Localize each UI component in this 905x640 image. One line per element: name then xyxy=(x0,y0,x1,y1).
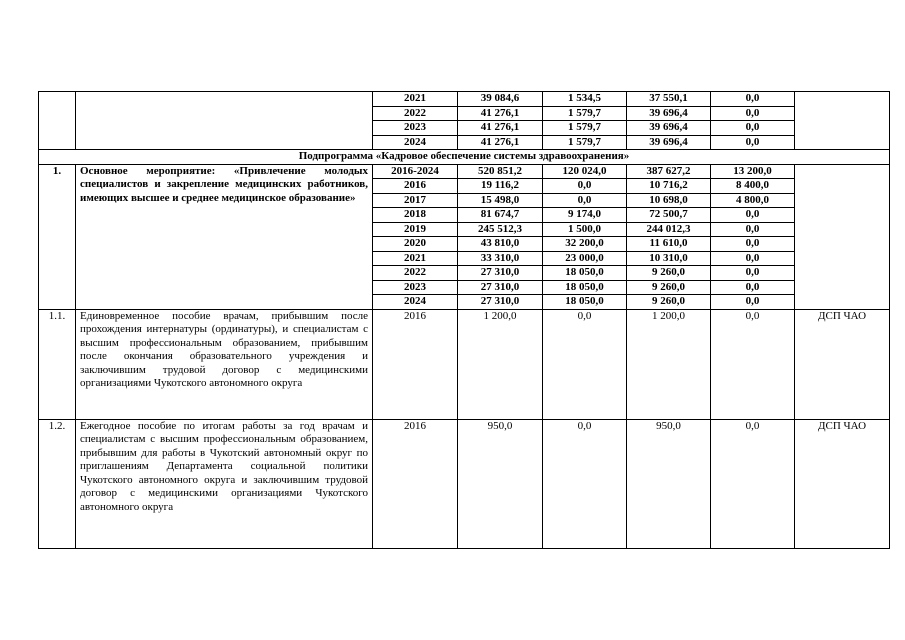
activity-name: Основное мероприятие: «Привлечение молодых специалистов и закрепление медицинских работников, имеющих высшее и среднее медицинское образование» xyxy=(76,164,373,309)
year-cell: 2024 xyxy=(373,295,458,310)
federal-cell: 1 579,7 xyxy=(543,135,627,150)
district-cell: 9 260,0 xyxy=(627,280,711,295)
federal-cell: 1 534,5 xyxy=(543,92,627,107)
year-cell: 2016 xyxy=(373,419,458,548)
total-cell: 41 276,1 xyxy=(458,135,543,150)
other-cell: 0,0 xyxy=(711,295,795,310)
total-cell: 33 310,0 xyxy=(458,251,543,266)
district-cell: 9 260,0 xyxy=(627,295,711,310)
other-cell: 0,0 xyxy=(711,419,795,548)
other-cell: 0,0 xyxy=(711,121,795,136)
district-cell: 72 500,7 xyxy=(627,208,711,223)
year-cell: 2023 xyxy=(373,121,458,136)
other-cell: 0,0 xyxy=(711,135,795,150)
executor-cell: ДСП ЧАО xyxy=(795,419,890,548)
other-cell: 0,0 xyxy=(711,208,795,223)
item-name: Единовременное пособие врачам, прибывшим после прохождения интернатуры (ординатуры), и специалистам с высшим профессиональным образованием, прибывшим после окончания образовательного учреждения и заключившим трудовой договор с медицинскими организациями Чукотского автономного округа xyxy=(76,309,373,419)
federal-cell: 0,0 xyxy=(543,179,627,194)
name-cell-empty xyxy=(76,92,373,150)
total-cell: 520 851,2 xyxy=(458,164,543,179)
district-cell: 39 696,4 xyxy=(627,106,711,121)
activity-number: 1. xyxy=(39,164,76,309)
federal-cell: 0,0 xyxy=(543,419,627,548)
executor-cell-empty xyxy=(795,92,890,150)
other-cell: 0,0 xyxy=(711,92,795,107)
year-cell: 2022 xyxy=(373,106,458,121)
other-cell: 0,0 xyxy=(711,251,795,266)
total-cell: 41 276,1 xyxy=(458,106,543,121)
subprogram-title: Подпрограмма «Кадровое обеспечение системы здравоохранения» xyxy=(39,150,890,165)
num-cell-empty xyxy=(39,92,76,150)
federal-cell: 18 050,0 xyxy=(543,280,627,295)
budget-table xyxy=(38,91,890,549)
other-cell: 4 800,0 xyxy=(711,193,795,208)
total-cell: 39 084,6 xyxy=(458,92,543,107)
total-cell: 19 116,2 xyxy=(458,179,543,194)
district-cell: 39 696,4 xyxy=(627,121,711,136)
total-cell: 27 310,0 xyxy=(458,295,543,310)
total-cell: 1 200,0 xyxy=(458,309,543,419)
year-cell: 2019 xyxy=(373,222,458,237)
federal-cell: 0,0 xyxy=(543,193,627,208)
district-cell: 39 696,4 xyxy=(627,135,711,150)
item-name: Ежегодное пособие по итогам работы за год врачам и специалистам с высшим профессиональным образованием, прибывшим для работы в Чукотский автономный округ по приглашениям Департамента социальной политики Чукотского автономного округа и заключившим трудовой договор с медицинскими организациями Чукотского автономного округа xyxy=(76,419,373,548)
total-cell: 245 512,3 xyxy=(458,222,543,237)
year-cell: 2016 xyxy=(373,309,458,419)
total-cell: 81 674,7 xyxy=(458,208,543,223)
federal-cell: 0,0 xyxy=(543,309,627,419)
year-cell: 2017 xyxy=(373,193,458,208)
table-body xyxy=(39,92,890,549)
year-cell: 2021 xyxy=(373,251,458,266)
year-cell: 2018 xyxy=(373,208,458,223)
item-number: 1.2. xyxy=(39,419,76,548)
other-cell: 0,0 xyxy=(711,266,795,281)
year-cell: 2021 xyxy=(373,92,458,107)
year-cell: 2016 xyxy=(373,179,458,194)
other-cell: 0,0 xyxy=(711,222,795,237)
other-cell: 8 400,0 xyxy=(711,179,795,194)
district-cell: 9 260,0 xyxy=(627,266,711,281)
district-cell: 387 627,2 xyxy=(627,164,711,179)
federal-cell: 120 024,0 xyxy=(543,164,627,179)
federal-cell: 23 000,0 xyxy=(543,251,627,266)
total-cell: 41 276,1 xyxy=(458,121,543,136)
executor-cell: ДСП ЧАО xyxy=(795,309,890,419)
total-cell: 43 810,0 xyxy=(458,237,543,252)
federal-cell: 1 579,7 xyxy=(543,121,627,136)
district-cell: 10 310,0 xyxy=(627,251,711,266)
total-cell: 950,0 xyxy=(458,419,543,548)
year-cell: 2024 xyxy=(373,135,458,150)
federal-cell: 1 500,0 xyxy=(543,222,627,237)
table-row xyxy=(39,92,890,107)
table-row xyxy=(39,164,890,179)
district-cell: 244 012,3 xyxy=(627,222,711,237)
total-cell: 15 498,0 xyxy=(458,193,543,208)
year-cell: 2020 xyxy=(373,237,458,252)
other-cell: 0,0 xyxy=(711,237,795,252)
table-row xyxy=(39,419,890,548)
total-cell: 27 310,0 xyxy=(458,280,543,295)
year-cell: 2022 xyxy=(373,266,458,281)
other-cell: 0,0 xyxy=(711,309,795,419)
federal-cell: 9 174,0 xyxy=(543,208,627,223)
other-cell: 0,0 xyxy=(711,106,795,121)
total-cell: 27 310,0 xyxy=(458,266,543,281)
executor-cell-empty xyxy=(795,164,890,309)
district-cell: 37 550,1 xyxy=(627,92,711,107)
federal-cell: 18 050,0 xyxy=(543,266,627,281)
item-number: 1.1. xyxy=(39,309,76,419)
district-cell: 950,0 xyxy=(627,419,711,548)
other-cell: 0,0 xyxy=(711,280,795,295)
subprogram-row xyxy=(39,150,890,165)
federal-cell: 18 050,0 xyxy=(543,295,627,310)
district-cell: 10 716,2 xyxy=(627,179,711,194)
year-cell: 2023 xyxy=(373,280,458,295)
district-cell: 1 200,0 xyxy=(627,309,711,419)
district-cell: 11 610,0 xyxy=(627,237,711,252)
year-cell: 2016-2024 xyxy=(373,164,458,179)
table-row xyxy=(39,309,890,419)
federal-cell: 32 200,0 xyxy=(543,237,627,252)
other-cell: 13 200,0 xyxy=(711,164,795,179)
district-cell: 10 698,0 xyxy=(627,193,711,208)
federal-cell: 1 579,7 xyxy=(543,106,627,121)
